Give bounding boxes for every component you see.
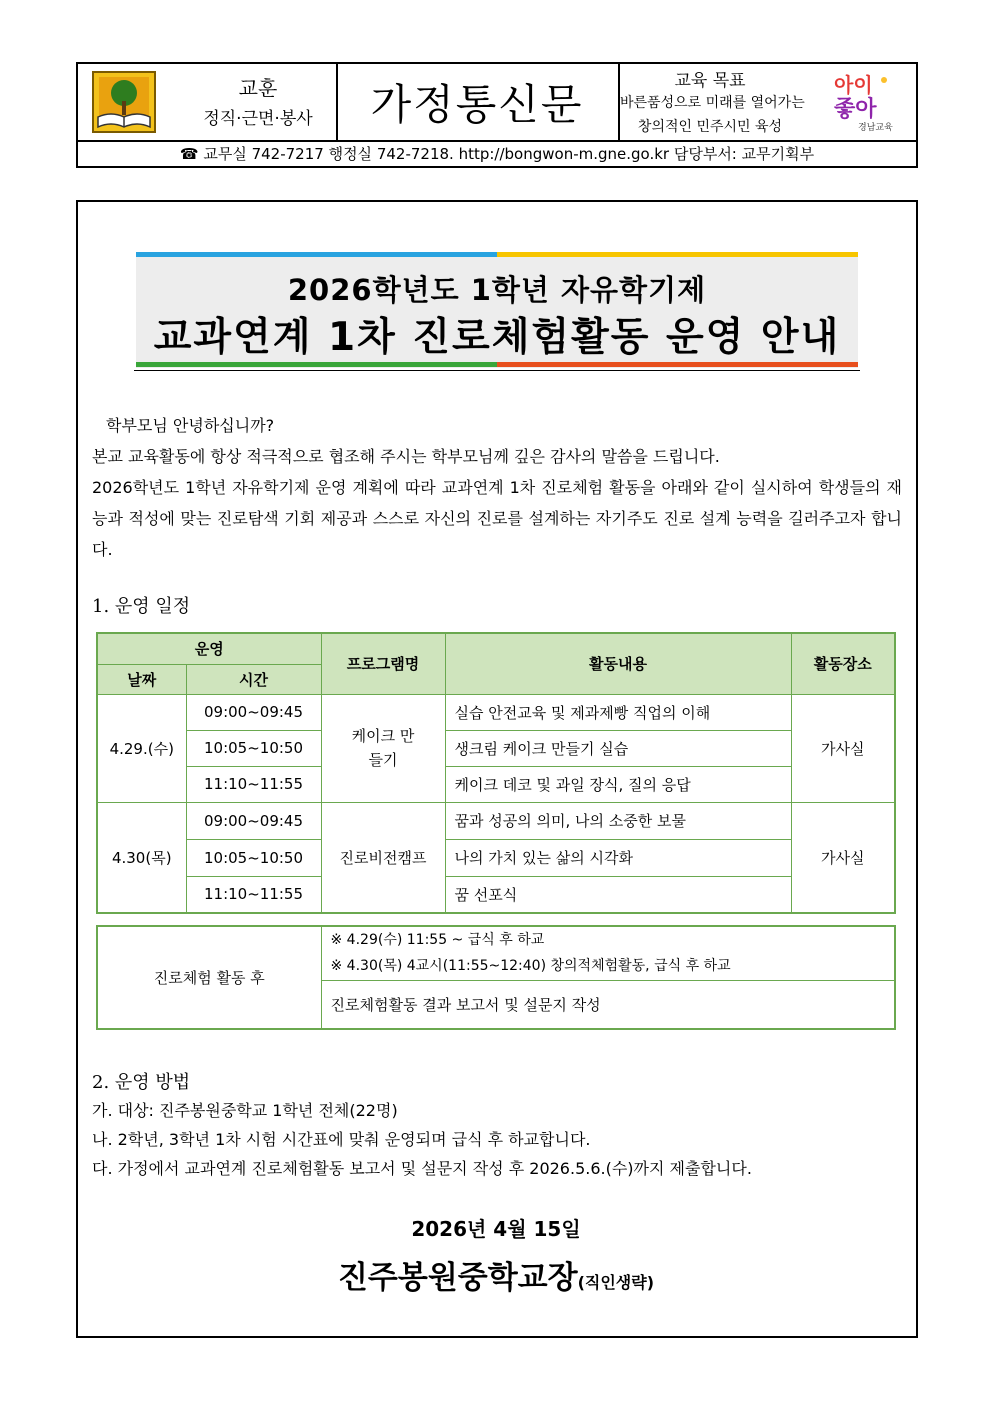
principal-signature [0,1252,992,1297]
gyeongnam-education-logo-icon [830,70,906,134]
header-operation: 운영 [97,633,321,664]
section-2-heading: 2. 운영 방법 [92,1072,191,1093]
day-1-date: 4.29.(수) [97,694,186,802]
title-underline [134,370,860,371]
svg-text:좋아: 좋아 [834,97,877,122]
seal-note: (직인생략) [577,1273,655,1292]
day-2-activity-3: 꿈 선포식 [445,876,791,913]
school-emblem-icon [92,71,156,133]
motto-cell [78,64,338,140]
after-activity-table [96,925,896,1030]
header-activity: 활동내용 [445,633,791,694]
day-1-place: 가사실 [791,694,895,802]
day-2-time-1: 09:00~09:45 [186,802,321,839]
education-goal-cell [620,64,916,140]
list-item: 나. 2학년, 3학년 1차 시험 시간표에 맞춰 운영되며 급식 후 하교합니다. [92,1130,591,1149]
goal-line-1: 바른품성으로 미래를 열어가는 [620,95,805,111]
header-date: 날짜 [97,664,186,694]
day-1-activity-3: 케이크 데코 및 과일 장식, 질의 응답 [445,766,791,802]
table-row [97,694,895,730]
day-2-activity-2: 나의 가치 있는 삶의 시각화 [445,839,791,876]
after-note-3: 진로체험활동 결과 보고서 및 설문지 작성 [321,980,895,1029]
title-bar-green [136,362,497,367]
day-2-time-3: 11:10~11:55 [186,876,321,913]
newsletter-title-cell [338,64,620,140]
title-line-2: 교과연계 1차 진로체험활동 운영 안내 [153,315,841,360]
table-row [97,876,895,913]
day-1-program: 케이크 만들기 [321,694,445,802]
list-item: 가. 대상: 진주봉원중학교 1학년 전체(22명) [92,1101,398,1120]
header-place: 활동장소 [791,633,895,694]
goal-title: 교육 목표 [674,71,746,91]
title-bar-blue [136,252,497,257]
table-row [97,766,895,802]
after-activity-notes [321,926,895,980]
svg-text:경남교육: 경남교육 [858,123,893,133]
day-2-place: 가사실 [791,802,895,913]
day-1-activity-2: 생크림 케이크 만들기 실습 [445,730,791,766]
newsletter-header [76,62,918,168]
motto-text: 정직·근면·봉사 [203,109,313,129]
intro-paragraph-1: 본교 교육활동에 항상 적극적으로 협조해 주시는 학부모님께 깊은 감사의 말씀을 드립니다. [92,447,720,466]
title-line-1: 2026학년도 1학년 자유학기제 [287,273,707,307]
day-1-time-1: 09:00~09:45 [186,694,321,730]
after-note-2: ※ 4.30(목) 4교시(11:55~12:40) 창의적체험활동, 급식 후 하교 [330,958,731,975]
day-1-activity-1: 실습 안전교육 및 제과제빵 직업의 이해 [445,694,791,730]
day-1-time-3: 11:10~11:55 [186,766,321,802]
after-note-1: ※ 4.29(수) 11:55 ~ 급식 후 하교 [330,932,545,949]
table-row [97,730,895,766]
section-1-heading: 1. 운영 일정 [92,596,191,617]
signature-text: 진주봉원중학교장 [337,1260,578,1296]
issue-date: 2026년 4월 15일 [411,1217,581,1241]
motto-title: 교훈 [238,76,278,100]
day-2-date: 4.30(목) [97,802,186,913]
method-list [92,1096,912,1183]
day-1-time-2: 10:05~10:50 [186,730,321,766]
after-activity-label: 진로체험 활동 후 [97,926,321,1029]
newsletter-title: 가정통신문 [370,80,584,129]
greeting: 학부모님 안녕하십니까? [106,416,275,435]
schedule-table [96,632,896,914]
goal-line-2: 창의적인 민주시민 육성 [637,119,783,135]
table-row [97,839,895,876]
header-time: 시간 [186,664,321,694]
day-2-time-2: 10:05~10:50 [186,839,321,876]
contact-line: ☎ 교무실 742-7217 행정실 742-7218. http://bongwon-m.gne.go.kr 담당부서: 교무기획부 [78,140,916,166]
list-item: 다. 가정에서 교과연계 진로체험활동 보고서 및 설문지 작성 후 2026.5.6.(수)까지 제출합니다. [92,1159,752,1178]
table-row [97,802,895,839]
day-2-activity-1: 꿈과 성공의 의미, 나의 소중한 보물 [445,802,791,839]
title-bar-yellow [497,252,858,257]
intro-paragraph-2: 2026학년도 1학년 자유학기제 운영 계획에 따라 교과연계 1차 진로체험 활동을 아래와 같이 실시하여 학생들의 재능과 적성에 맞는 진로탐색 기회 제공과 스스로 자신의 진로를 설계하는 자기주도 진로 설계 능력을 길러주고자 합니다. [92,478,902,559]
day-2-program: 진로비전캠프 [321,802,445,913]
title-bar-orange [497,362,858,367]
header-program: 프로그램명 [321,633,445,694]
svg-text:아이: 아이 [834,73,873,97]
